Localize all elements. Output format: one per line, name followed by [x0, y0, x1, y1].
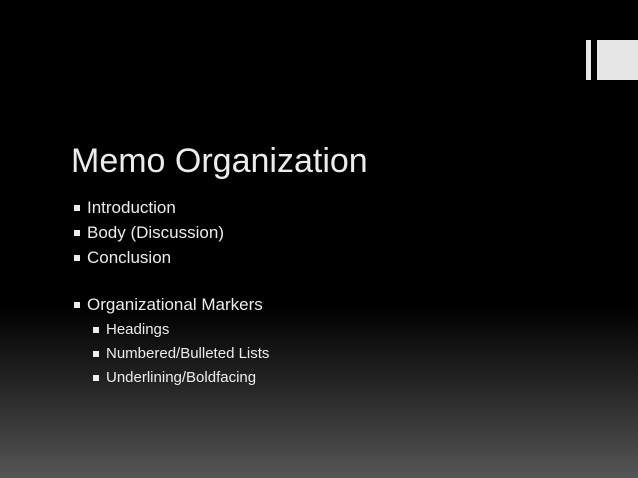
sub-list-item: [72, 344, 269, 368]
sub-list-item-label: Headings: [106, 321, 170, 338]
bullet-list: [72, 198, 269, 392]
square-bullet-icon: [74, 205, 80, 211]
list-item-label: Introduction: [87, 198, 176, 217]
square-bullet-icon: [74, 255, 80, 261]
list-item-label: Body (Discussion): [87, 223, 224, 242]
list-item-label: Conclusion: [87, 248, 172, 267]
sub-list-item: [72, 320, 269, 344]
list-item: [72, 295, 269, 320]
list-item-label: Organizational Markers: [87, 295, 263, 314]
square-bullet-icon: [74, 302, 80, 308]
sub-list-item: [72, 368, 269, 392]
list-item: [72, 198, 269, 223]
corner-bar-thick: [597, 40, 638, 80]
sub-list-item-label: Underlining/Boldfacing: [106, 369, 257, 386]
square-bullet-icon: [93, 351, 99, 357]
corner-bars-icon: [586, 40, 638, 80]
square-bullet-icon: [74, 230, 80, 236]
list-item: [72, 223, 269, 248]
square-bullet-icon: [93, 375, 99, 381]
sub-list-item-label: Numbered/Bulleted Lists: [106, 345, 270, 362]
list-item: [72, 248, 269, 273]
slide-title: Memo Organization: [71, 142, 368, 180]
square-bullet-icon: [93, 327, 99, 333]
corner-bar-thin: [586, 40, 591, 80]
